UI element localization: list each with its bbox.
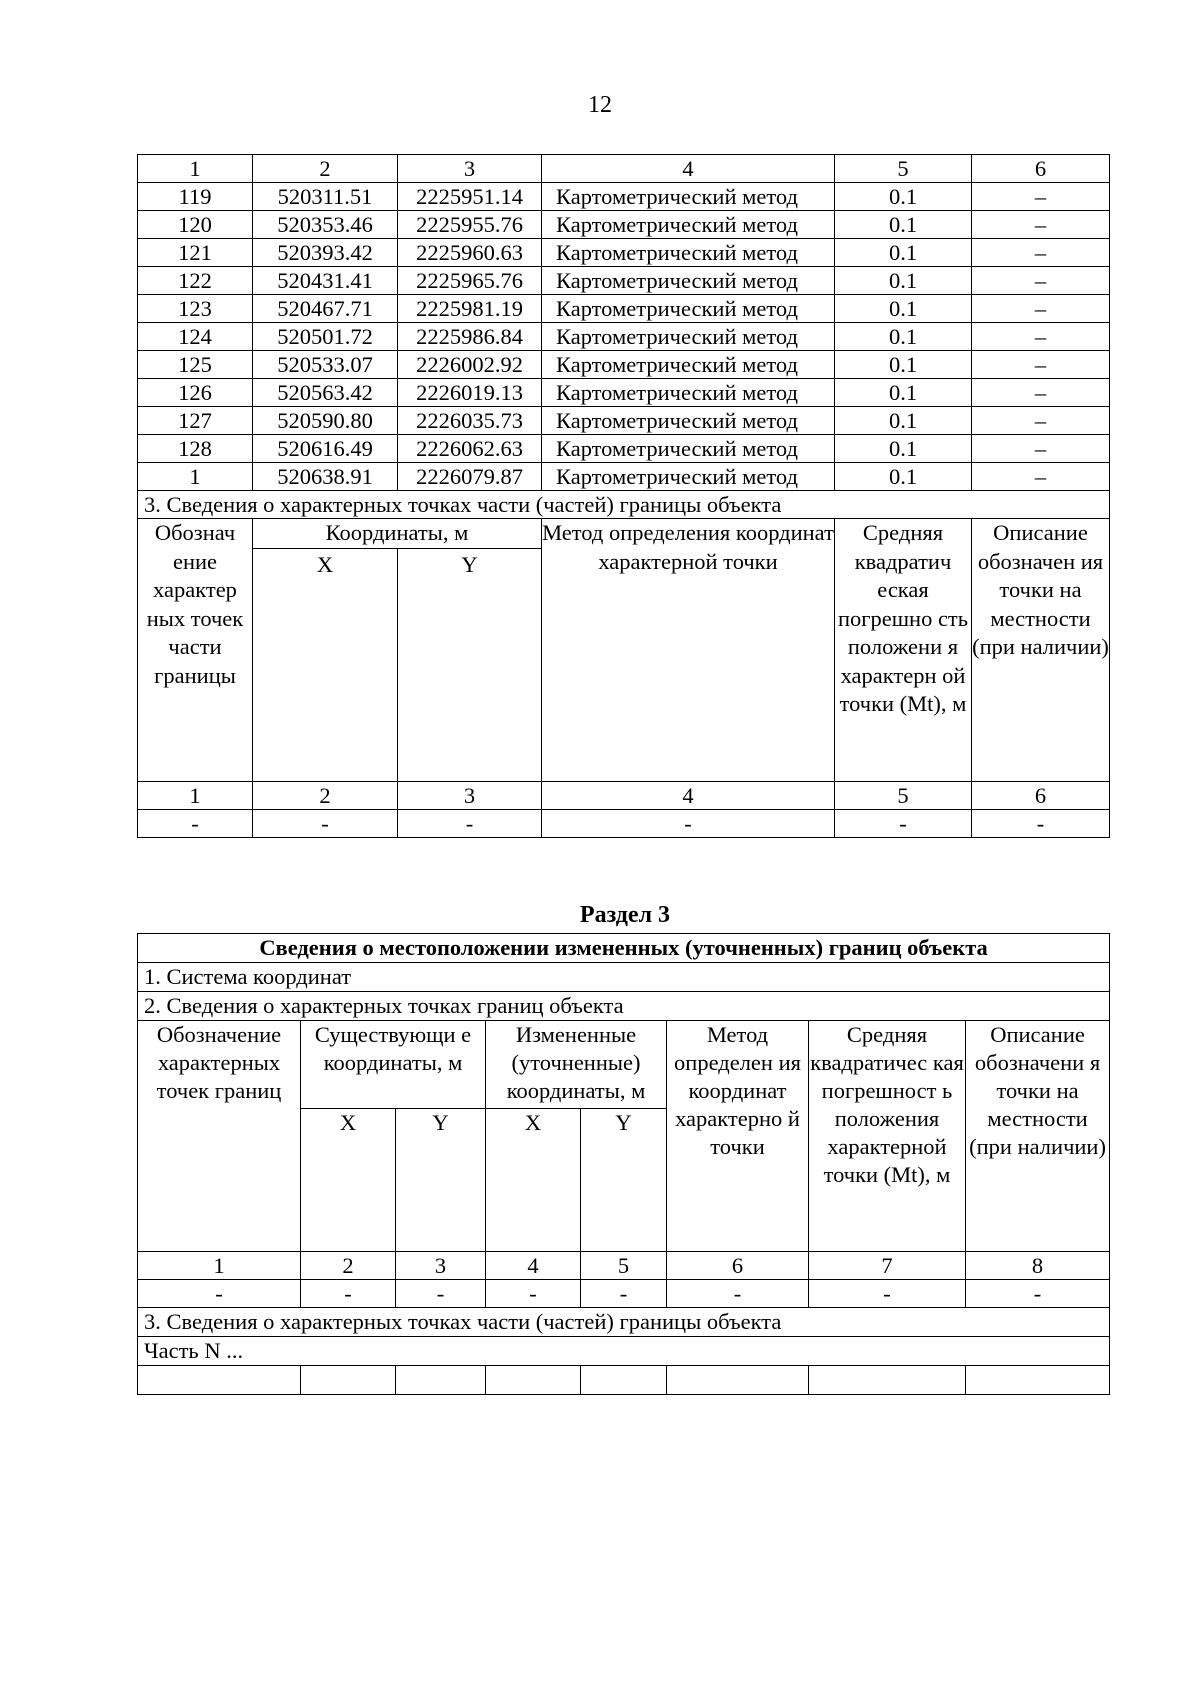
column-number: 4 xyxy=(486,1252,581,1280)
method: Картометрический метод xyxy=(542,463,835,491)
empty-cell: - xyxy=(396,1280,486,1308)
point-description: – xyxy=(972,351,1110,379)
boundary-points-table-body xyxy=(138,155,1110,838)
table-row xyxy=(138,211,1110,239)
column-number: 6 xyxy=(667,1252,809,1280)
mean-square-error: 0.1 xyxy=(835,295,972,323)
coord-x: 520638.91 xyxy=(253,463,398,491)
coord-y: 2226079.87 xyxy=(398,463,542,491)
point-id: 126 xyxy=(138,379,253,407)
column-number: 8 xyxy=(966,1252,1110,1280)
header-mt: Средняя квадратичес кая погрешност ь положения характерной точки (Mt), м xyxy=(809,1021,966,1252)
changed-boundaries-table xyxy=(137,933,1110,1395)
point-description: – xyxy=(972,435,1110,463)
header-coords: Координаты, м xyxy=(253,519,542,549)
empty-cell: - xyxy=(966,1280,1110,1308)
table-row xyxy=(138,463,1110,491)
empty-cell: - xyxy=(809,1280,966,1308)
point-id: 123 xyxy=(138,295,253,323)
method: Картометрический метод xyxy=(542,351,835,379)
header-changed-y: Y xyxy=(581,1109,667,1252)
coord-y: 2225960.63 xyxy=(398,239,542,267)
method: Картометрический метод xyxy=(542,323,835,351)
blank-cell xyxy=(581,1366,667,1395)
section-heading: Сведения о местоположении измененных (уточненных) границ объекта xyxy=(138,934,1110,963)
point-description: – xyxy=(972,211,1110,239)
coord-y: 2226002.92 xyxy=(398,351,542,379)
section-title: Раздел 3 xyxy=(579,902,671,928)
point-id: 1 xyxy=(138,463,253,491)
coord-x: 520431.41 xyxy=(253,267,398,295)
header-description: Описание обозначен ия точки на местности (при наличии) xyxy=(972,519,1110,782)
point-description: – xyxy=(972,379,1110,407)
point-description: – xyxy=(972,323,1110,351)
header-existing-x: X xyxy=(301,1109,396,1252)
point-id: 124 xyxy=(138,323,253,351)
method: Картометрический метод xyxy=(542,239,835,267)
column-number: 2 xyxy=(253,781,398,809)
empty-cell: - xyxy=(667,1280,809,1308)
section-heading-row xyxy=(138,934,1110,963)
mean-square-error: 0.1 xyxy=(835,267,972,295)
mean-square-error: 0.1 xyxy=(835,323,972,351)
mean-square-error: 0.1 xyxy=(835,183,972,211)
method: Картометрический метод xyxy=(542,435,835,463)
column-number: 1 xyxy=(138,781,253,809)
table-row xyxy=(138,435,1110,463)
coord-y: 2225965.76 xyxy=(398,267,542,295)
parts-title: 3. Сведения о характерных точках части (частей) границы объекта xyxy=(138,491,1110,519)
table-row xyxy=(138,295,1110,323)
point-id: 122 xyxy=(138,267,253,295)
point-id: 125 xyxy=(138,351,253,379)
coord-y: 2226019.13 xyxy=(398,379,542,407)
empty-cell: - xyxy=(138,1280,301,1308)
point-id: 119 xyxy=(138,183,253,211)
point-id: 121 xyxy=(138,239,253,267)
mean-square-error: 0.1 xyxy=(835,435,972,463)
mean-square-error: 0.1 xyxy=(835,351,972,379)
coord-x: 520353.46 xyxy=(253,211,398,239)
column-number: 2 xyxy=(253,155,398,183)
blank-row xyxy=(138,1366,1110,1395)
mean-square-error: 0.1 xyxy=(835,407,972,435)
column-number: 1 xyxy=(138,1252,301,1280)
column-number: 5 xyxy=(835,781,972,809)
coord-y: 2225986.84 xyxy=(398,323,542,351)
coord-system-row xyxy=(138,963,1110,992)
parts-header-row xyxy=(138,519,1110,549)
point-id: 127 xyxy=(138,407,253,435)
coord-x: 520393.42 xyxy=(253,239,398,267)
header-changed-coords: Измененные (уточненные) координаты, м xyxy=(486,1021,667,1109)
parts-column-number-row xyxy=(138,781,1110,809)
coord-y: 2225981.19 xyxy=(398,295,542,323)
column-number: 4 xyxy=(542,781,835,809)
table-row xyxy=(138,239,1110,267)
coord-x: 520311.51 xyxy=(253,183,398,211)
point-description: – xyxy=(972,407,1110,435)
header-description: Описание обозначени я точки на местности (при наличии) xyxy=(966,1021,1110,1252)
header-mt: Средняя квадратич еская погрешно сть положени я характерн ой точки (Mt), м xyxy=(835,519,972,782)
method: Картометрический метод xyxy=(542,211,835,239)
mean-square-error: 0.1 xyxy=(835,211,972,239)
point-description: – xyxy=(972,239,1110,267)
header-changed-x: X xyxy=(486,1109,581,1252)
column-number-row xyxy=(138,155,1110,183)
column-number: 3 xyxy=(398,781,542,809)
header-designation: Обозначение характерных точек границ xyxy=(138,1021,301,1252)
column-number-row xyxy=(138,1252,1110,1280)
blank-cell xyxy=(301,1366,396,1395)
coord-y: 2225955.76 xyxy=(398,211,542,239)
column-number: 7 xyxy=(809,1252,966,1280)
empty-cell: - xyxy=(138,809,253,837)
header-method: Метод определения координат характерной точки xyxy=(542,519,835,782)
part-label-row xyxy=(138,1337,1110,1366)
blank-cell xyxy=(809,1366,966,1395)
empty-cell: - xyxy=(486,1280,581,1308)
table-row xyxy=(138,407,1110,435)
empty-cell: - xyxy=(301,1280,396,1308)
parts-title: 3. Сведения о характерных точках части (частей) границы объекта xyxy=(138,1308,1110,1337)
point-description: – xyxy=(972,463,1110,491)
parts-title-row xyxy=(138,1308,1110,1337)
method: Картометрический метод xyxy=(542,183,835,211)
empty-cell: - xyxy=(542,809,835,837)
points-title-row xyxy=(138,992,1110,1021)
empty-cell: - xyxy=(398,809,542,837)
point-description: – xyxy=(972,295,1110,323)
boundary-points-table xyxy=(137,154,1110,838)
coord-x: 520533.07 xyxy=(253,351,398,379)
coord-x: 520616.49 xyxy=(253,435,398,463)
header-designation: Обознач ение характер ных точек части границы xyxy=(138,519,253,782)
column-number: 1 xyxy=(138,155,253,183)
column-number: 5 xyxy=(835,155,972,183)
header-y: Y xyxy=(398,548,542,781)
mean-square-error: 0.1 xyxy=(835,379,972,407)
points-title: 2. Сведения о характерных точках границ объекта xyxy=(138,992,1110,1021)
method: Картометрический метод xyxy=(542,295,835,323)
coord-x: 520501.72 xyxy=(253,323,398,351)
method: Картометрический метод xyxy=(542,379,835,407)
blank-cell xyxy=(966,1366,1110,1395)
empty-cell: - xyxy=(972,809,1110,837)
table-row xyxy=(138,267,1110,295)
point-description: – xyxy=(972,183,1110,211)
column-number: 3 xyxy=(398,155,542,183)
coord-x: 520590.80 xyxy=(253,407,398,435)
coord-y: 2225951.14 xyxy=(398,183,542,211)
header-existing-y: Y xyxy=(396,1109,486,1252)
header-row xyxy=(138,1021,1110,1109)
column-number: 4 xyxy=(542,155,835,183)
mean-square-error: 0.1 xyxy=(835,463,972,491)
mean-square-error: 0.1 xyxy=(835,239,972,267)
blank-cell xyxy=(138,1366,301,1395)
empty-cell: - xyxy=(835,809,972,837)
coord-system: 1. Система координат xyxy=(138,963,1110,992)
header-method: Метод определен ия координат характерно й точки xyxy=(667,1021,809,1252)
blank-cell xyxy=(667,1366,809,1395)
coord-y: 2226035.73 xyxy=(398,407,542,435)
parts-title-row xyxy=(138,491,1110,519)
empty-cell: - xyxy=(581,1280,667,1308)
column-number: 5 xyxy=(581,1252,667,1280)
method: Картометрический метод xyxy=(542,407,835,435)
parts-empty-row xyxy=(138,809,1110,837)
part-label: Часть N ... xyxy=(138,1337,1110,1366)
column-number: 3 xyxy=(396,1252,486,1280)
table-row xyxy=(138,351,1110,379)
column-number: 6 xyxy=(972,781,1110,809)
table-row xyxy=(138,323,1110,351)
blank-cell xyxy=(486,1366,581,1395)
empty-data-row xyxy=(138,1280,1110,1308)
table-row xyxy=(138,379,1110,407)
coord-x: 520563.42 xyxy=(253,379,398,407)
column-number: 6 xyxy=(972,155,1110,183)
method: Картометрический метод xyxy=(542,267,835,295)
point-id: 128 xyxy=(138,435,253,463)
column-number: 2 xyxy=(301,1252,396,1280)
header-x: X xyxy=(253,548,398,781)
empty-cell: - xyxy=(253,809,398,837)
header-existing-coords: Существующи е координаты, м xyxy=(301,1021,486,1109)
coord-x: 520467.71 xyxy=(253,295,398,323)
point-description: – xyxy=(972,267,1110,295)
page-number: 12 xyxy=(588,92,612,118)
table-row xyxy=(138,183,1110,211)
coord-y: 2226062.63 xyxy=(398,435,542,463)
blank-cell xyxy=(396,1366,486,1395)
point-id: 120 xyxy=(138,211,253,239)
